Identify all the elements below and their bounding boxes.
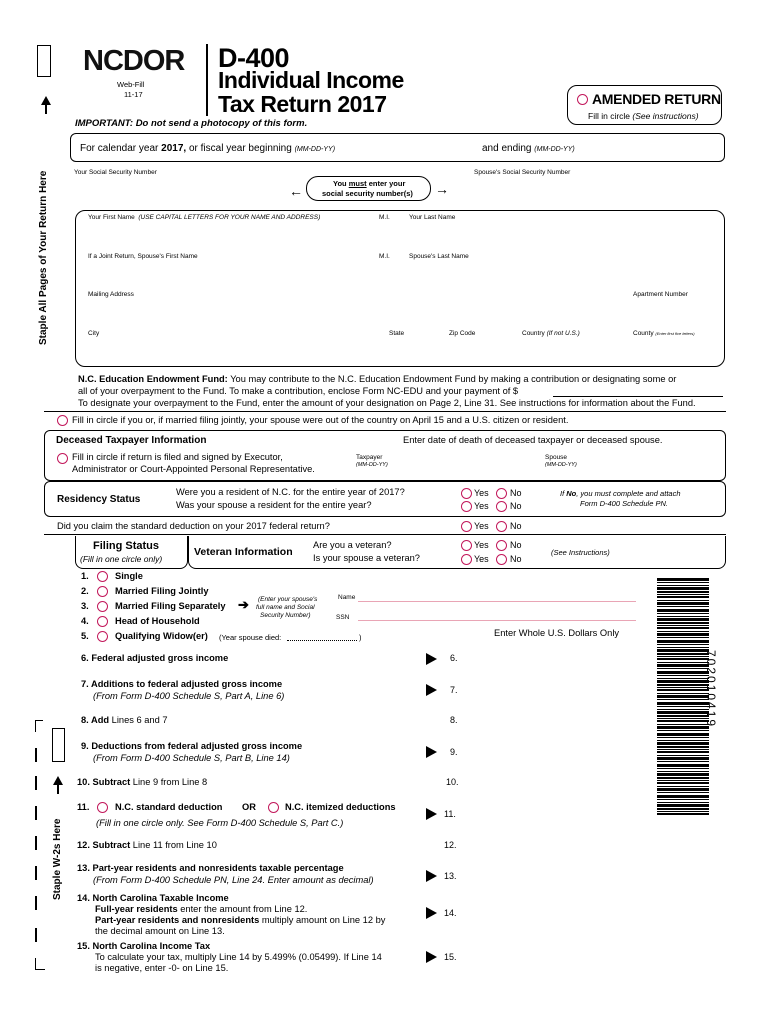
staple-arrow-stem xyxy=(45,104,47,114)
line14-decimal: the decimal amount on Line 13. xyxy=(95,926,225,936)
form-version: 11-17 xyxy=(124,90,143,99)
line6-label: 6. Federal adjusted gross income xyxy=(81,653,229,663)
filing-hoh-label: Head of Household xyxy=(115,616,200,626)
barcode-stripe xyxy=(657,718,709,719)
endowment-line2: all of your overpayment to the Fund. To make a contribution, enclose Form NC-EDU and your payment of $ xyxy=(78,386,519,396)
executor-line2: Administrator or Court-Appointed Personal Representative. xyxy=(72,464,315,474)
barcode-stripe xyxy=(657,618,709,621)
staple-w2-label: Staple W-2s Here xyxy=(52,818,63,900)
barcode-stripe xyxy=(657,720,709,722)
line13-number: 13. xyxy=(444,871,457,881)
line11-number: 11. xyxy=(444,809,456,819)
barcode-stripe xyxy=(657,699,709,700)
w2-box xyxy=(52,728,65,762)
w2-bracket-bottom xyxy=(35,958,45,970)
line14-label: 14. North Carolina Taxable Income xyxy=(77,893,229,903)
w2-tick xyxy=(35,896,37,910)
residency-q2: Was your spouse a resident for the entire year? xyxy=(176,500,372,510)
line11-num: 11. xyxy=(77,802,90,812)
line13-arrow-icon xyxy=(426,870,437,882)
your-ssn-label: Your Social Security Number xyxy=(74,169,157,176)
barcode-stripe xyxy=(657,799,709,800)
barcode-stripe xyxy=(657,709,709,710)
line11-standard-label: N.C. standard deduction xyxy=(115,802,223,812)
barcode-stripe xyxy=(657,715,709,717)
barcode-stripe xyxy=(657,811,709,812)
barcode-stripe xyxy=(657,795,709,798)
line6-number: 6. xyxy=(450,653,458,663)
barcode-stripe xyxy=(657,602,709,605)
barcode-stripe xyxy=(657,671,709,674)
barcode-stripe xyxy=(657,746,709,748)
form-number: D-400 xyxy=(218,43,290,73)
w2-tick xyxy=(35,776,37,790)
line10-number: 10. xyxy=(446,777,459,787)
barcode-stripe xyxy=(657,578,709,581)
no-label: No xyxy=(510,540,522,550)
barcode-stripe xyxy=(657,693,709,694)
important-note: IMPORTANT: Do not send a photocopy of this form. xyxy=(75,118,308,129)
barcode-stripe xyxy=(657,662,709,663)
no-label: No xyxy=(510,554,522,564)
barcode-stripe xyxy=(657,773,709,776)
barcode-stripe xyxy=(657,782,709,784)
barcode-stripe xyxy=(657,706,709,707)
barcode-stripe xyxy=(657,649,709,652)
spouse-died-field[interactable] xyxy=(287,640,357,641)
barcode-stripe xyxy=(657,768,709,769)
barcode-stripe xyxy=(657,786,709,787)
line14-part-year: Part-year residents and nonresidents multiply amount on Line 12 by xyxy=(95,915,386,925)
std-deduction-rule xyxy=(44,534,726,535)
endowment-payment-field[interactable] xyxy=(553,396,723,397)
w2-tick xyxy=(35,748,37,762)
deceased-date-prompt: Enter date of death of deceased taxpayer or deceased spouse. xyxy=(403,435,663,445)
barcode-stripe xyxy=(657,751,709,753)
barcode-stripe xyxy=(657,724,709,725)
filing-option-num: 1. xyxy=(81,571,89,581)
barcode-stripe xyxy=(657,742,709,745)
barcode-stripe xyxy=(657,675,709,676)
mi-label[interactable]: M.I. xyxy=(379,214,390,221)
barcode-stripe xyxy=(657,640,709,643)
filing-option-num: 5. xyxy=(81,631,89,641)
line15-label: 15. North Carolina Income Tax xyxy=(77,941,211,951)
residency-note-line2: Form D-400 Schedule PN. xyxy=(580,499,668,508)
yes-label: Yes xyxy=(474,488,489,498)
last-name-label[interactable]: Your Last Name xyxy=(409,214,456,221)
line9-number: 9. xyxy=(450,747,458,757)
spouse-died-label: (Year spouse died: xyxy=(219,633,282,642)
line15-arrow-icon xyxy=(426,951,437,963)
spouse-name-field[interactable] xyxy=(358,601,636,602)
veteran-q1: Are you a veteran? xyxy=(313,540,392,550)
barcode-stripe xyxy=(657,730,709,731)
line15-calc: To calculate your tax, multiply Line 14 by 5.499% (0.05499). If Line 14 xyxy=(95,952,382,962)
filing-status-heading: Filing Status xyxy=(93,540,159,552)
barcode-stripe xyxy=(657,813,709,815)
line11-itemized-label: N.C. itemized deductions xyxy=(285,802,396,812)
filing-single-radio[interactable] xyxy=(97,571,108,582)
yes-label: Yes xyxy=(474,521,489,531)
line9-arrow-icon xyxy=(426,746,437,758)
barcode-stripe xyxy=(657,653,709,655)
barcode-stripe xyxy=(657,761,709,762)
line14-full-year: Full-year residents enter the amount from Line 12. xyxy=(95,904,308,914)
spouse-died-close: ) xyxy=(359,633,362,642)
filing-joint-label: Married Filing Jointly xyxy=(115,586,209,596)
barcode-stripe xyxy=(657,808,709,810)
veteran-q2: Is your spouse a veteran? xyxy=(313,553,420,563)
barcode-stripe xyxy=(657,658,709,660)
w2-tick xyxy=(35,806,37,820)
barcode-stripe xyxy=(657,702,709,705)
barcode-stripe xyxy=(657,631,709,632)
endowment-line3: To designate your overpayment to the Fund, enter the amount of your designation on Page 2, Line 31. See instructions for information about the Fund. xyxy=(78,398,696,408)
ssn-must-line1: You must enter your xyxy=(333,179,406,188)
barcode-stripe xyxy=(657,680,709,683)
spouse-veteran-no-radio[interactable] xyxy=(496,554,507,565)
spouse-ssn-field[interactable] xyxy=(358,620,636,621)
form-title-line2: Tax Return 2017 xyxy=(218,91,387,117)
residency-note-line1: If No, you must complete and attach xyxy=(560,489,681,498)
line13-sub: (From Form D-400 Schedule PN, Line 24. Enter amount as decimal) xyxy=(93,875,374,885)
line12-number: 12. xyxy=(444,840,457,850)
line8-number: 8. xyxy=(450,715,458,725)
out-of-country-text: Fill in circle if you or, if married filing jointly, your spouse were out of the country on April 15 and a U.S. citizen or resident. xyxy=(72,415,569,425)
name-address-box xyxy=(75,210,725,367)
barcode-stripe xyxy=(657,582,709,583)
barcode-stripe xyxy=(657,625,709,626)
w2-tick xyxy=(35,928,37,942)
yes-label: Yes xyxy=(474,554,489,564)
webfill-label: Web-Fill xyxy=(117,80,145,89)
barcode-stripe xyxy=(657,606,709,607)
ending-text: and ending (MM-DD-YY) xyxy=(482,143,575,154)
line7-arrow-icon xyxy=(426,684,437,696)
barcode-stripe xyxy=(657,757,709,760)
line8-label: 8. Add Lines 6 and 7 xyxy=(81,715,168,725)
resident-yes-radio[interactable] xyxy=(461,488,472,499)
barcode-stripe xyxy=(657,764,709,767)
first-name-label[interactable]: Your First Name (USE CAPITAL LETTERS FOR YOUR NAME AND ADDRESS) xyxy=(88,214,321,221)
ssn-left-arrow-icon: ← xyxy=(289,183,303,199)
barcode-stripe xyxy=(657,726,709,729)
line12-label: 12. Subtract Line 11 from Line 10 xyxy=(77,840,217,850)
barcode-stripe xyxy=(657,792,709,793)
residency-heading: Residency Status xyxy=(57,494,141,505)
filing-status-sub: (Fill in one circle only) xyxy=(80,554,163,564)
spouse-ssn-label: Spouse's Social Security Number xyxy=(474,169,571,176)
deceased-spouse-fmt: (MM-DD-YY) xyxy=(545,462,577,468)
enter-spouse-line2: full name and Social xyxy=(256,604,315,611)
line7-label: 7. Additions to federal adjusted gross income xyxy=(81,679,283,689)
veteran-see-instructions: (See Instructions) xyxy=(551,548,610,557)
barcode-stripe xyxy=(657,755,709,756)
veteran-yes-radio[interactable] xyxy=(461,540,472,551)
residency-q1: Were you a resident of N.C. for the entire year of 2017? xyxy=(176,487,405,497)
spouse-veteran-yes-radio[interactable] xyxy=(461,554,472,565)
yes-label: Yes xyxy=(474,501,489,511)
line15-number: 15. xyxy=(444,952,457,962)
barcode-stripe xyxy=(657,684,709,686)
calendar-year-text: For calendar year 2017, or fiscal year beginning (MM-DD-YY) xyxy=(80,143,336,154)
barcode-stripe xyxy=(657,678,709,679)
barcode-stripe xyxy=(657,711,709,714)
header-divider xyxy=(206,44,208,116)
barcode-stripe xyxy=(657,594,709,595)
barcode-stripe xyxy=(657,695,709,698)
barcode-stripe xyxy=(657,771,709,772)
std-deduction-yes-radio[interactable] xyxy=(461,521,472,532)
filing-option-num: 4. xyxy=(81,616,89,626)
barcode-stripe xyxy=(657,687,709,688)
spouse-resident-yes-radio[interactable] xyxy=(461,501,472,512)
barcode xyxy=(657,578,709,816)
barcode-stripe xyxy=(657,780,709,781)
country-label[interactable]: Country (If not U.S.) xyxy=(522,330,580,337)
amended-note: Fill in circle (See instructions) xyxy=(588,111,699,121)
spouse-ssn-label: SSN xyxy=(336,614,350,621)
barcode-stripe xyxy=(657,596,709,598)
filing-option-num: 3. xyxy=(81,601,89,611)
w2-bracket-top xyxy=(35,720,43,732)
yes-label: Yes xyxy=(474,540,489,550)
apartment-label[interactable]: Apartment Number xyxy=(633,291,688,298)
filing-joint-radio[interactable] xyxy=(97,586,108,597)
barcode-stripe xyxy=(657,689,709,691)
barcode-number: 702010419 xyxy=(704,650,718,729)
ncdor-logo: NCDOR xyxy=(83,45,185,77)
no-label: No xyxy=(510,521,522,531)
barcode-stripe xyxy=(657,637,709,638)
spouse-mi-label[interactable]: M.I. xyxy=(379,253,390,260)
line13-label: 13. Part-year residents and nonresidents taxable percentage xyxy=(77,863,344,873)
form-title-line1: Individual Income xyxy=(218,67,404,93)
line7-sub: (From Form D-400 Schedule S, Part A, Line 6) xyxy=(93,691,285,701)
filing-separate-radio[interactable] xyxy=(97,601,108,612)
filing-widow-label: Qualifying Widow(er) xyxy=(115,631,208,641)
enter-spouse-line1: (Enter your spouse's xyxy=(258,596,318,603)
line9-sub: (From Form D-400 Schedule S, Part B, Line 14) xyxy=(93,753,290,763)
barcode-stripe xyxy=(657,737,709,738)
endowment-line1: N.C. Education Endowment Fund: You may contribute to the N.C. Education Endowment Fund by making a contribution or designating some or xyxy=(78,374,677,384)
amended-label: AMENDED RETURN xyxy=(592,91,721,107)
barcode-stripe xyxy=(657,802,709,803)
staple-box-top xyxy=(37,45,51,77)
barcode-stripe xyxy=(657,740,709,741)
deceased-taxpayer-fmt: (MM-DD-YY) xyxy=(356,462,388,468)
line7-number: 7. xyxy=(450,685,458,695)
w2-tick xyxy=(35,836,37,850)
spouse-name-label: Name xyxy=(338,594,356,601)
barcode-stripe xyxy=(657,656,709,657)
filing-option-num: 2. xyxy=(81,586,89,596)
line6-arrow-icon xyxy=(426,653,437,665)
std-deduction-no-radio[interactable] xyxy=(496,521,507,532)
filing-hoh-radio[interactable] xyxy=(97,616,108,627)
line14-arrow-icon xyxy=(426,907,437,919)
line10-label: 10. Subtract Line 9 from Line 8 xyxy=(77,777,208,787)
resident-no-radio[interactable] xyxy=(496,488,507,499)
zip-label[interactable]: Zip Code xyxy=(449,330,476,337)
std-deduction-question: Did you claim the standard deduction on your 2017 federal return? xyxy=(57,521,330,531)
executor-line1: Fill in circle if return is filed and signed by Executor, xyxy=(72,452,283,462)
deceased-spouse-label[interactable]: Spouse xyxy=(545,454,568,461)
veteran-no-radio[interactable] xyxy=(496,540,507,551)
nc-standard-deduction-radio[interactable] xyxy=(97,802,108,813)
barcode-stripe xyxy=(657,668,709,669)
no-label: No xyxy=(510,501,522,511)
spouse-last-name-label[interactable]: Spouse's Last Name xyxy=(409,253,469,260)
ssn-right-arrow-icon: → xyxy=(435,181,449,197)
filing-separate-arrow-icon: ➔ xyxy=(238,597,249,612)
line11-or: OR xyxy=(242,802,256,812)
barcode-stripe xyxy=(657,788,709,791)
out-of-country-radio[interactable] xyxy=(57,415,68,426)
barcode-stripe xyxy=(657,733,709,736)
city-label[interactable]: City xyxy=(88,330,100,337)
barcode-stripe xyxy=(657,627,709,629)
barcode-stripe xyxy=(657,633,709,636)
county-label[interactable]: County (Enter first five letters) xyxy=(633,330,695,337)
whole-dollars-note: Enter Whole U.S. Dollars Only xyxy=(494,628,620,638)
w2-tick xyxy=(35,866,37,880)
filing-widow-radio[interactable] xyxy=(97,631,108,642)
executor-radio[interactable] xyxy=(57,453,68,464)
line14-number: 14. xyxy=(444,908,457,918)
enter-spouse-line3: Security Number) xyxy=(260,612,311,619)
no-label: No xyxy=(510,488,522,498)
barcode-stripe xyxy=(657,609,709,612)
veteran-heading: Veteran Information xyxy=(194,546,293,558)
barcode-stripe xyxy=(657,600,709,601)
w2-arrow-stem xyxy=(57,784,59,794)
nc-itemized-deduction-radio[interactable] xyxy=(268,802,279,813)
barcode-stripe xyxy=(657,804,709,807)
barcode-stripe xyxy=(657,587,709,590)
spouse-resident-no-radio[interactable] xyxy=(496,501,507,512)
barcode-stripe xyxy=(657,647,709,648)
line11-arrow-icon xyxy=(426,808,437,820)
barcode-stripe xyxy=(657,591,709,593)
barcode-stripe xyxy=(657,585,709,586)
mailing-address-label[interactable]: Mailing Address xyxy=(88,291,134,298)
filing-single-label: Single xyxy=(115,571,143,581)
spouse-first-name-label[interactable]: If a Joint Return, Spouse's First Name xyxy=(88,253,198,260)
staple-all-pages-label: Staple All Pages of Your Return Here xyxy=(38,170,49,345)
barcode-stripe xyxy=(657,644,709,645)
line9-label: 9. Deductions from federal adjusted gross income xyxy=(81,741,303,751)
amended-return-radio[interactable] xyxy=(577,94,588,105)
abroad-top-rule xyxy=(44,411,726,412)
barcode-stripe xyxy=(657,613,709,614)
barcode-stripe xyxy=(657,664,709,667)
barcode-stripe xyxy=(657,622,709,624)
barcode-stripe xyxy=(657,749,709,750)
barcode-stripe xyxy=(657,777,709,779)
filing-separate-label: Married Filing Separately xyxy=(115,601,226,611)
barcode-stripe xyxy=(657,616,709,617)
deceased-taxpayer-label[interactable]: Taxpayer xyxy=(356,454,383,461)
line15-negative: is negative, enter -0- on Line 15. xyxy=(95,963,229,973)
deceased-heading: Deceased Taxpayer Information xyxy=(56,435,207,446)
line11-sub: (Fill in one circle only. See Form D-400 Schedule S, Part C.) xyxy=(96,818,344,828)
state-label[interactable]: State xyxy=(389,330,405,337)
ssn-must-line2: social security number(s) xyxy=(322,189,413,198)
